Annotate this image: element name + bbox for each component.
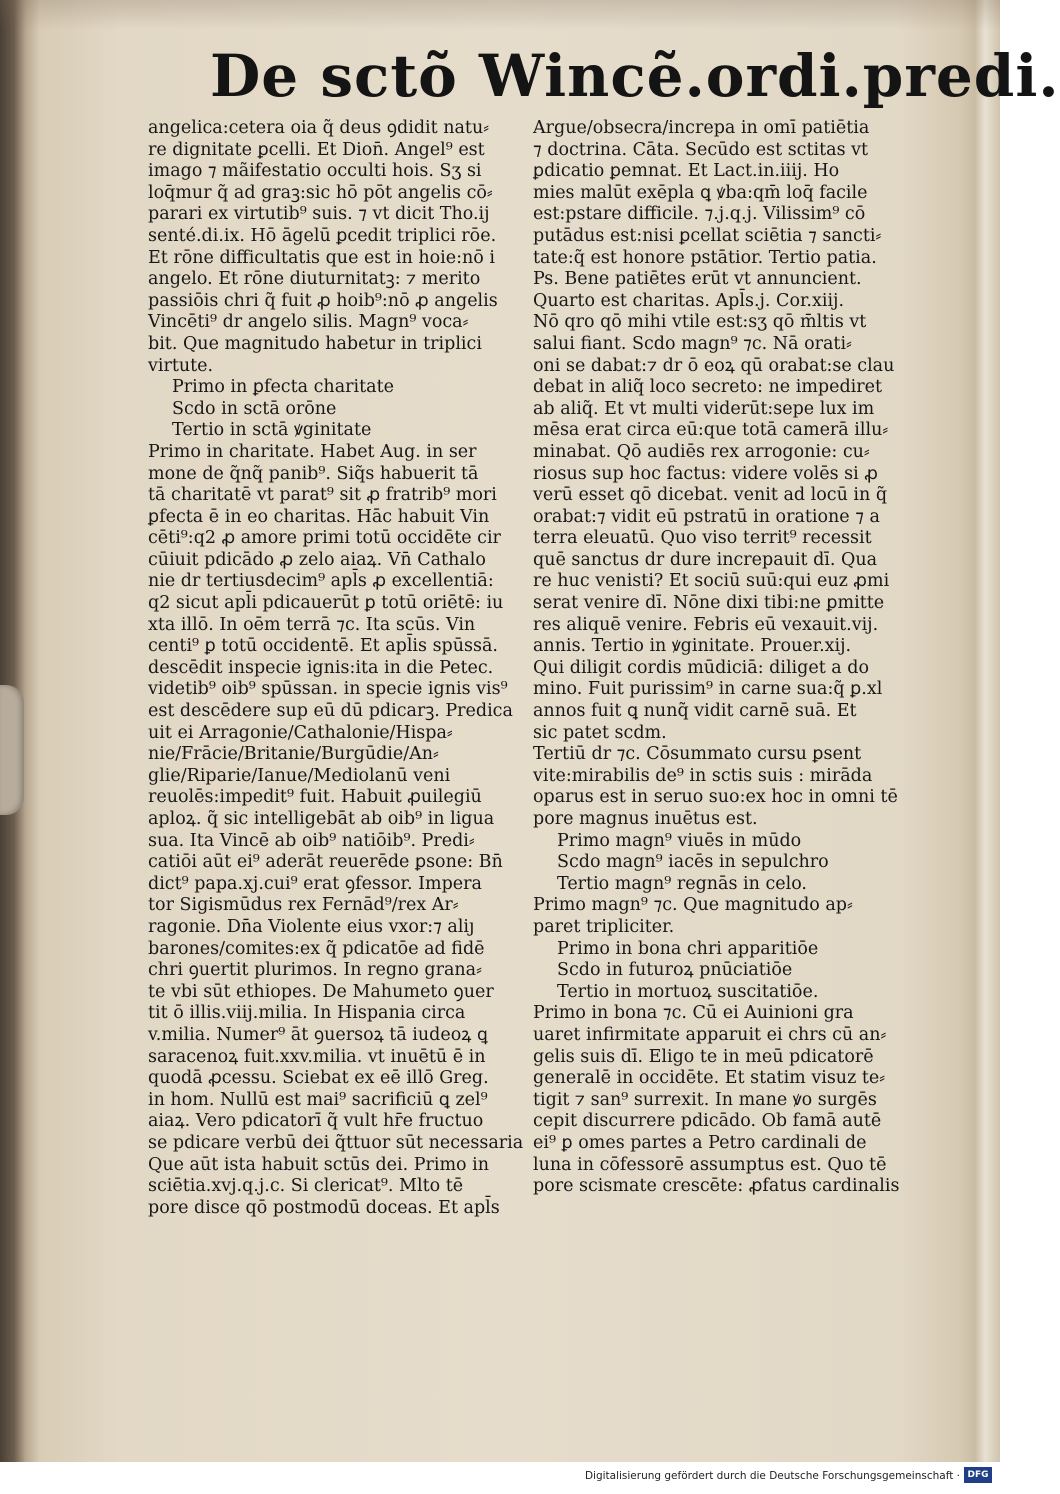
text-line: mone de q̃nq̃ panib⁹. Siq̃s habuerit tā <box>148 463 479 484</box>
text-line: Tertio in sctā ꝟginitate <box>172 420 372 441</box>
text-line: reuolēs:impedit⁹ fuit. Habuit ꝓuilegiū <box>148 787 482 808</box>
text-line: Primo magn⁹ ⁊c. Que magnitudo ap⸗ <box>533 895 853 916</box>
text-line: centi⁹ ꝑ totū occidentē. Et apl̄is spūssā. <box>148 636 498 657</box>
dfg-logo: DFG <box>964 1467 992 1483</box>
text-line: riosus sup hoc factus: videre volēs si ꝓ <box>533 463 878 484</box>
footer-credit: Digitalisierung gefördert durch die Deutsche Forschungsgemeinschaft · <box>584 1470 960 1482</box>
text-line: Argue/obsecra/increpa in omī patiētia <box>533 118 870 138</box>
text-line: cepit discurrere pdicādo. Ob famā autē <box>533 1111 882 1132</box>
text-line: te vbi sūt ethiopes. De Mahumeto ꝯuer <box>148 981 494 1002</box>
text-line: quodā ꝓcessu. Sciebat ex eē illō Greg. <box>148 1068 489 1089</box>
text-line: uaret infirmitate apparuit ei chrs cū an⸗ <box>533 1024 887 1045</box>
text-line: Primo in charitate. Habet Aug. in ser <box>148 441 477 462</box>
text-line: angelica:cetera oia q̃ deus ꝯdidit natu⸗ <box>148 118 490 138</box>
text-line: generalē in occidēte. Et statim visuz te⸗ <box>533 1068 886 1089</box>
text-line: xta illō. In oēm terrā ⁊c. Ita scūs. Vin <box>148 614 476 635</box>
text-line: bit. Que magnitudo habetur in triplici <box>148 333 482 354</box>
text-line: Primo in ꝑfecta charitate <box>172 377 394 398</box>
text-line: Scdo magn⁹ iacēs in sepulchro <box>557 852 829 873</box>
text-line: se pdicare verbū dei q̃ttuor sūt necessaria <box>148 1132 524 1153</box>
text-line: verū esset qō dicebat. venit ad locū in q̃ <box>533 485 888 506</box>
text-line: putādus est:nisi ꝑcellat sciētia ⁊ sancti⸗ <box>533 225 882 246</box>
text-line: nie/Frācie/Britanie/Burgūdie/An⸗ <box>148 744 439 765</box>
text-line: uit ei Arragonie/Cathalonie/Hispa⸗ <box>148 722 453 743</box>
text-line: catiōi aūt ei⁹ aderāt reuerēde ꝑsone: Bn̄ <box>148 852 503 873</box>
text-line: videtib⁹ oib⁹ spūssan. in specie ignis vis⁹ <box>148 679 508 700</box>
text-line: ꝑfecta ē in eo charitas. Hāc habuit Vin <box>148 506 490 527</box>
right-text-column <box>533 118 909 1236</box>
text-line: annis. Tertio in ꝟginitate. Prouer.xij. <box>533 636 852 657</box>
running-headline: De sctõ Wincẽ.ordi.predi. <box>210 42 1060 110</box>
text-line: tor Sigismūdus rex Fernād⁹/rex Ar⸗ <box>148 895 459 916</box>
text-line: Et rōne difficultatis que est in hoie:nō i <box>148 247 495 268</box>
text-line: Primo magn⁹ viuēs in mūdo <box>557 830 802 851</box>
text-line: ab aliq̃. Et vt multi viderūt:sepe lux im <box>533 398 875 419</box>
text-line: parari ex virtutib⁹ suis. ⁊ vt dicit Tho.ij <box>148 204 490 225</box>
text-line: descēdit inspecie ignis:ita in die Petec. <box>148 657 494 678</box>
text-line: re huc venisti? Et sociū suū:qui euz ꝓmi <box>533 571 890 592</box>
text-line: debat in aliq̃ loco secreto: ne impediret <box>533 377 883 398</box>
text-line: nie dr tertiusdecim⁹ apl̄s ꝓ excellentiā: <box>148 571 494 592</box>
text-line: pore magnus inuētus est. <box>533 809 758 829</box>
text-line: cēti⁹:q2 ꝓ amore primi totū occidēte cir <box>148 528 501 549</box>
text-line: pore disce qō postmodū doceas. Et apl̄s <box>148 1197 500 1218</box>
text-line: Nō qro qō mihi vtile est:sʒ qō m̄ltis vt <box>533 312 867 333</box>
text-line: re dignitate ꝑcelli. Et Dion̄. Angel⁹ est <box>148 139 485 160</box>
left-text-column <box>148 118 524 1236</box>
text-line: angelo. Et rōne diuturnitatꝫ: ⁊ merito <box>148 269 481 290</box>
text-line: Primo in bona chri apparitiōe <box>557 938 819 959</box>
text-line: mino. Fuit purissim⁹ in carne sua:q̃ ꝑ.xl <box>533 679 883 700</box>
text-line: serat venire dī. Nōne dixi tibi:ne ꝑmitte <box>533 593 885 614</box>
text-line: saracenoꝝ fuit.xxv.milia. vt inuētū ē in <box>148 1046 486 1067</box>
text-line: quē sanctus dr dure increpauit dī. Qua <box>533 549 878 570</box>
text-line: oni se dabat:⁊ dr ō eoꝝ qū orabat:se clau <box>533 355 895 376</box>
text-line: Vincēti⁹ dr angelo silis. Magn⁹ voca⸗ <box>148 312 469 333</box>
text-line: mies malūt exēpla ꝗ ꝟba:qm̄ loq̄ facile <box>533 182 868 203</box>
text-line: v.milia. Numer⁹ āt ꝯuersoꝝ tā iudeoꝝ ꝗ <box>148 1024 488 1045</box>
text-line: imago ⁊ mãifestatio occulti hois. Sʒ si <box>148 161 482 182</box>
text-line: est descēdere sup eū dū pdicarꝫ. Predica <box>148 701 513 722</box>
text-line: Qui diligit cordis mūdiciā: diliget a do <box>533 657 870 678</box>
text-line: ragonie. Dn̄a Violente eius vxor:⁊ aliȷ <box>148 916 475 937</box>
text-line: barones/comites:ex q̃ pdicatōe ad fidē <box>148 938 485 959</box>
text-line: oparus est in seruo suo:ex hoc in omni tē <box>533 787 898 808</box>
text-line: passiōis chri q̃ fuit ꝓ hoib⁹:nō ꝓ angelis <box>148 290 498 311</box>
text-line: Tertiū dr ⁊c. Cōsummato cursu ꝑsent <box>533 744 862 765</box>
text-line: aploꝝ. q̃ sic intelligebāt ab oib⁹ in ligua <box>148 809 495 829</box>
text-line: glie/Riparie/Ianue/Mediolanū veni <box>148 765 451 786</box>
text-line: Que aūt ista habuit sctūs dei. Primo in <box>148 1154 490 1175</box>
text-line: cūiuit pdicādo ꝓ zelo aiaꝝ. Vn̄ Cathalo <box>148 549 486 570</box>
text-line: vite:mirabilis de⁹ in sctis suis : mirāda <box>533 765 873 786</box>
text-line: ⁊ doctrina. Cāta. Secūdo est sctitas vt <box>533 139 869 160</box>
text-line: sic patet scdm. <box>533 722 667 743</box>
text-line: annos fuit ꝗ nunq̃ vidit carnē suā. Et <box>533 701 857 722</box>
page-clip <box>0 685 24 815</box>
text-line: Scdo in futuroꝝ pnūciatiōe <box>557 960 793 981</box>
text-line: gelis suis dī. Eligo te in meū pdicatorē <box>533 1046 874 1067</box>
text-line: tit ō illis.viij.milia. In Hispania circa <box>148 1003 466 1024</box>
text-line: salui fiant. Scdo magn⁹ ⁊c. Nā orati⸗ <box>533 333 852 354</box>
text-line: Ps. Bene patiētes erūt vt annuncient. <box>533 269 862 290</box>
text-line: Quarto est charitas. Apl̄s.j. Cor.xiij. <box>533 290 845 311</box>
text-line: tā charitatē vt parat⁹ sit ꝓ fratrib⁹ mori <box>148 485 497 506</box>
text-line: mēsa erat circa eū:que totā camerā illu⸗ <box>533 420 889 441</box>
text-line: luna in cōfessorē assumptus est. Quo tē <box>533 1154 887 1175</box>
text-line: virtute. <box>148 355 214 376</box>
text-line: chri ꝯuertit plurimos. In regno grana⸗ <box>148 960 482 981</box>
page-shadow <box>0 0 1000 30</box>
text-line: sciētia.xvj.q.j.c. Si clericat⁹. Mlto tē <box>148 1176 464 1197</box>
text-line: ꝑdicatio ꝑemnat. Et Lact.in.iiij. Ho <box>533 161 840 182</box>
text-line: Tertio magn⁹ regnās in celo. <box>557 873 807 894</box>
text-line: in hom. Nullū est mai⁹ sacrificiū ꝗ zel⁹ <box>148 1089 488 1110</box>
text-line: sua. Ita Vincē ab oib⁹ natiōib⁹. Predi⸗ <box>148 830 475 851</box>
text-line: paret tripliciter. <box>533 916 675 937</box>
text-line: Primo in bona ⁊c. Cū ei Auinioni gra <box>533 1003 854 1024</box>
text-line: aiaꝝ. Vero pdicatorī q̃ vult hr̄e fructuo <box>148 1111 484 1132</box>
text-line: q2 sicut apl̄i pdicauerūt ꝑ totū oriētē: iu <box>148 593 504 614</box>
text-line: res aliquē venire. Febris eū vexauit.vij. <box>533 614 879 635</box>
text-line: loq̄mur q̃ ad graꝫ:sic hō pōt angelis cō⸗ <box>148 182 493 203</box>
text-line: Scdo in sctā orōne <box>172 398 337 419</box>
text-line: tate:q̃ est honore pstātior. Tertio patia. <box>533 247 877 268</box>
text-line: terra eleuatū. Quo viso territ⁹ recessit <box>533 528 872 549</box>
text-line: Tertio in mortuoꝝ suscitatiōe. <box>557 981 819 1002</box>
text-line: ei⁹ ꝑ omes partes a Petro cardinali de <box>533 1132 867 1153</box>
text-line: pore scismate crescēte: ꝓfatus cardinalis <box>533 1176 900 1197</box>
text-line: minabat. Qō audiēs rex arrogonie: cu⸗ <box>533 441 870 462</box>
text-line: dict⁹ papa.xj.cui⁹ erat ꝯfessor. Impera <box>148 873 482 894</box>
text-line: tigit ⁊ san⁹ surrexit. In mane ꝟo surgēs <box>533 1089 877 1110</box>
text-line: senté.di.ix. Hō āgelū ꝑcedit triplici rōe. <box>148 225 497 246</box>
text-line: est:pstare difficile. ⁊.j.q.j. Vilissim⁹ cō <box>533 204 866 225</box>
text-line: orabat:⁊ vidit eū pstratū in oratione ⁊ a <box>533 506 880 527</box>
